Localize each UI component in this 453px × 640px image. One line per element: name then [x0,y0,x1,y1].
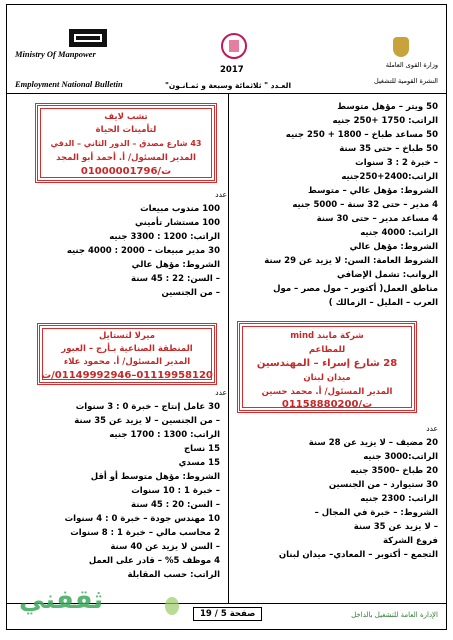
box-line: شركة مايند mind [290,331,364,341]
footer-department: الإدارة العامة للتشغيل بالداخل [351,611,438,619]
box-line: ت/01158880200 [281,399,373,410]
header-divider [7,93,446,94]
job-line: – خبرة 1 : 10 سنوات [131,486,220,496]
box-line: المدير المسئول/ أ. محمود علاء [63,357,191,367]
bulb-icon [165,597,179,615]
job-line: – السن: 20 : 45 سنة [131,500,220,510]
job-line: فروع الشركة [382,536,438,546]
job-line: الشروط: مؤهل عالي – متوسط [307,186,438,196]
bulletin-en: Employment National Bulletin [15,79,123,89]
page-header [7,5,446,97]
ministry-en: Ministry Of Manpower [15,49,96,59]
job-line: الشروط: مؤهل عالي [131,260,220,270]
job-line: مناطق العمل( أكتوبر – مول مصر – مول [273,284,438,294]
job-line: 30 عامل إنتاج – خبرة 0 : 3 سنوات [75,402,220,412]
job-line: الشروط: مؤهل متوسط أو أقل [90,472,220,482]
box-line: تشب لايف [104,112,148,122]
job-line: الراتب: 1750 +250 جنيه [332,116,438,126]
ministry-logo-icon [69,29,107,47]
company-box-chubb [35,103,217,183]
box-line: ت/01000001796 [80,166,172,177]
count-header: عدد [426,424,438,433]
job-line: 50 ويتر – مؤهل متوسط [337,102,438,112]
job-line: – من الجنسين [161,288,220,298]
job-line: 20 مضيف – لا يزيد عن 28 سنة [308,438,438,448]
job-line: الراتب: 4000 جنيه [360,228,438,238]
ministry-ar: وزارة القوى العاملة [385,61,438,69]
job-line: الراتب: 2300 جنيه [360,494,438,504]
page-number: صفحة 5 / 19 [193,607,262,621]
box-line: 28 شارع إسراء – المهندسين [256,358,398,369]
job-line: الشروط: مؤهل عالي [349,242,438,252]
job-line: – السن لا يزيد عن 40 سنة [110,542,220,552]
job-line: 4 مساعد مدير – حتى 30 سنة [316,214,438,224]
job-line: الراتب: 1200 : 3300 جنيه [109,232,220,242]
year: 2017 [220,65,244,75]
job-line: الراتب:3000 جنيه [363,452,438,462]
box-line: لتأمينات الحياة [95,125,157,135]
job-line: الروانب: تشمل الإضافي [336,270,438,280]
job-line: – السن: 22 : 45 سنة [131,274,220,284]
bulletin-page [6,4,447,630]
box-line: للمطاعم [308,345,346,355]
job-line: 10 مهندس جودة – خبرة 0 : 4 سنوات [64,514,220,524]
box-line: المدير المسئول/ أ. محمد حسين [261,387,393,397]
center-logo-icon [221,33,247,59]
box-line: المدير المسئول/ أ. أحمد أبو المجد [56,153,196,163]
job-line: الراتب:2400+250جنيه [341,172,438,182]
box-line: ميرلا لتستايل [98,331,156,341]
job-line: – من الجنسين – لا يزيد عن 35 سنة [74,416,220,426]
job-line: 4 موظف 5% – قادر على العمل [88,556,220,566]
count-header: عدد [215,388,227,397]
job-line: العرب – المليل – الزمالك ) [328,298,438,308]
job-line: 30 ستيوارد – من الجنسين [328,480,438,490]
job-line: – لا يزيد عن 35 سنة [353,522,438,532]
box-line: 43 شارع مصدق – الدور الثاني – الدقي [50,139,202,148]
job-line: الشروط: – خبرة في المجال – [314,508,438,518]
job-line: 100 مستشار تأميني [135,218,220,228]
job-line: الراتب: حسب المقابلة [127,570,220,580]
job-line: 15 مسدي [178,458,220,468]
job-line: 2 محاسب مالي – خبرة 1 : 8 سنوات [70,528,220,538]
company-box-mind [237,321,417,413]
job-line: 30 مدير مبيعات – 2000 : 4000 جنيه [66,246,220,256]
job-line: – خبرة 2 : 3 سنوات [355,158,438,168]
count-header: عدد [215,190,227,199]
eagle-emblem-icon [393,37,409,57]
watermark-logo: ثقفني [19,585,104,615]
job-line: التجمع – أكتوبر – المعادي– ميدان لبنان [278,550,438,560]
job-line: الشروط العامة: السن: لا يزيد عن 29 سنة [264,256,438,266]
job-line: 50 مساعد طباخ – 1800 + 250 جنيه [285,130,438,140]
job-line: 4 مدير – حتى 32 سنة – 5000 جنيه [292,200,438,210]
job-line: 20 طباخ –3500 جنيه [350,466,438,476]
box-line: 01119958120–01149992946/ت [41,370,213,381]
box-line: ميدان لبنان [303,373,351,383]
job-line: 15 نساج [184,444,220,454]
job-line: 50 طباخ – حتى 35 سنة [339,144,438,154]
box-line: المنطقة الصناعية بـأرج – العبور [61,344,193,354]
column-divider [228,94,229,604]
issue-title: العـدد " ثلاثمائة وسبعة و ثمـانـون" [165,81,292,90]
bulletin-ar: النشرة القومية للتشغيل [374,77,438,85]
job-line: الراتب: 1300 : 1700 جنيه [109,430,220,440]
company-box-mirla [37,323,217,385]
job-line: 100 مندوب مبيعات [140,204,220,214]
